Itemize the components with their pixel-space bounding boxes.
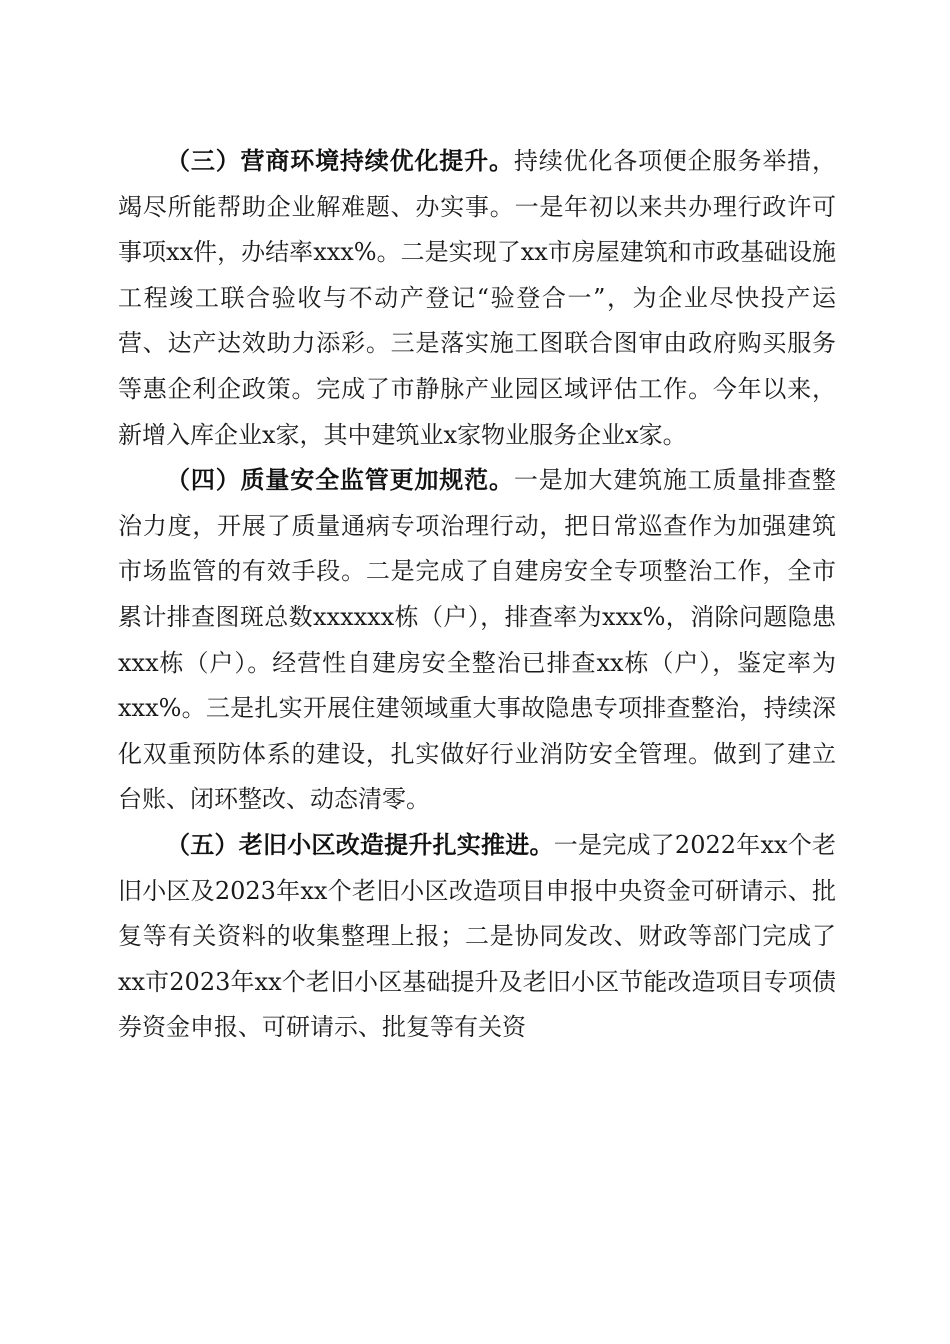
- paragraph-text: 一是加大建筑施工质量排查整治力度，开展了质量通病专项治理行动，把日常巡查作为加强建筑市场监管的有效手段。二是完成了自建房安全专项整治工作，全市累计排查图斑总数xxxxxx栋（户），排查率为xxx%，消除问题隐患xxx栋（户）。经营性自建房安全整治已排查xx栋（户），鉴定率为xxx%。三是扎实开展住建领域重大事故隐患专项排查整治，持续深化双重预防体系的建设，扎实做好行业消防安全管理。做到了建立台账、闭环整改、动态清零。: [118, 466, 837, 814]
- paragraph-heading: （四）质量安全监管更加规范。: [166, 466, 514, 495]
- paragraph-heading: （三）营商环境持续优化提升。: [166, 147, 514, 175]
- paragraph-business-environment: [118, 139, 836, 458]
- paragraph-text: 持续优化各项便企服务举措，竭尽所能帮助企业解难题、办实事。一是年初以来共办理行政许可事项xx件，办结率xxx%。二是实现了xx市房屋建筑和市政基础设施工程竣工联合验收与不动产登记“验登合一”，为企业尽快投产运营、达产达效助力添彩。三是落实施工图联合图审由政府购买服务等惠企利企政策。完成了市静脉产业园区域评估工作。今年以来，新增入库企业x家，其中建筑业x家物业服务企业x家。: [118, 147, 837, 449]
- paragraph-old-community-renovation: [118, 823, 836, 1051]
- document-body: [118, 139, 836, 1051]
- paragraph-text: 一是完成了2022年xx个老旧小区及2023年xx个老旧小区改造项目申报中央资金可研请示、批复等有关资料的收集整理上报；二是协同发改、财政等部门完成了xx市2023年xx个老旧小区基础提升及老旧小区节能改造项目专项债券资金申报、可研请示、批复等有关资: [118, 830, 837, 1042]
- paragraph-quality-safety: [118, 458, 836, 823]
- paragraph-heading: （五）老旧小区改造提升扎实推进。: [166, 830, 554, 859]
